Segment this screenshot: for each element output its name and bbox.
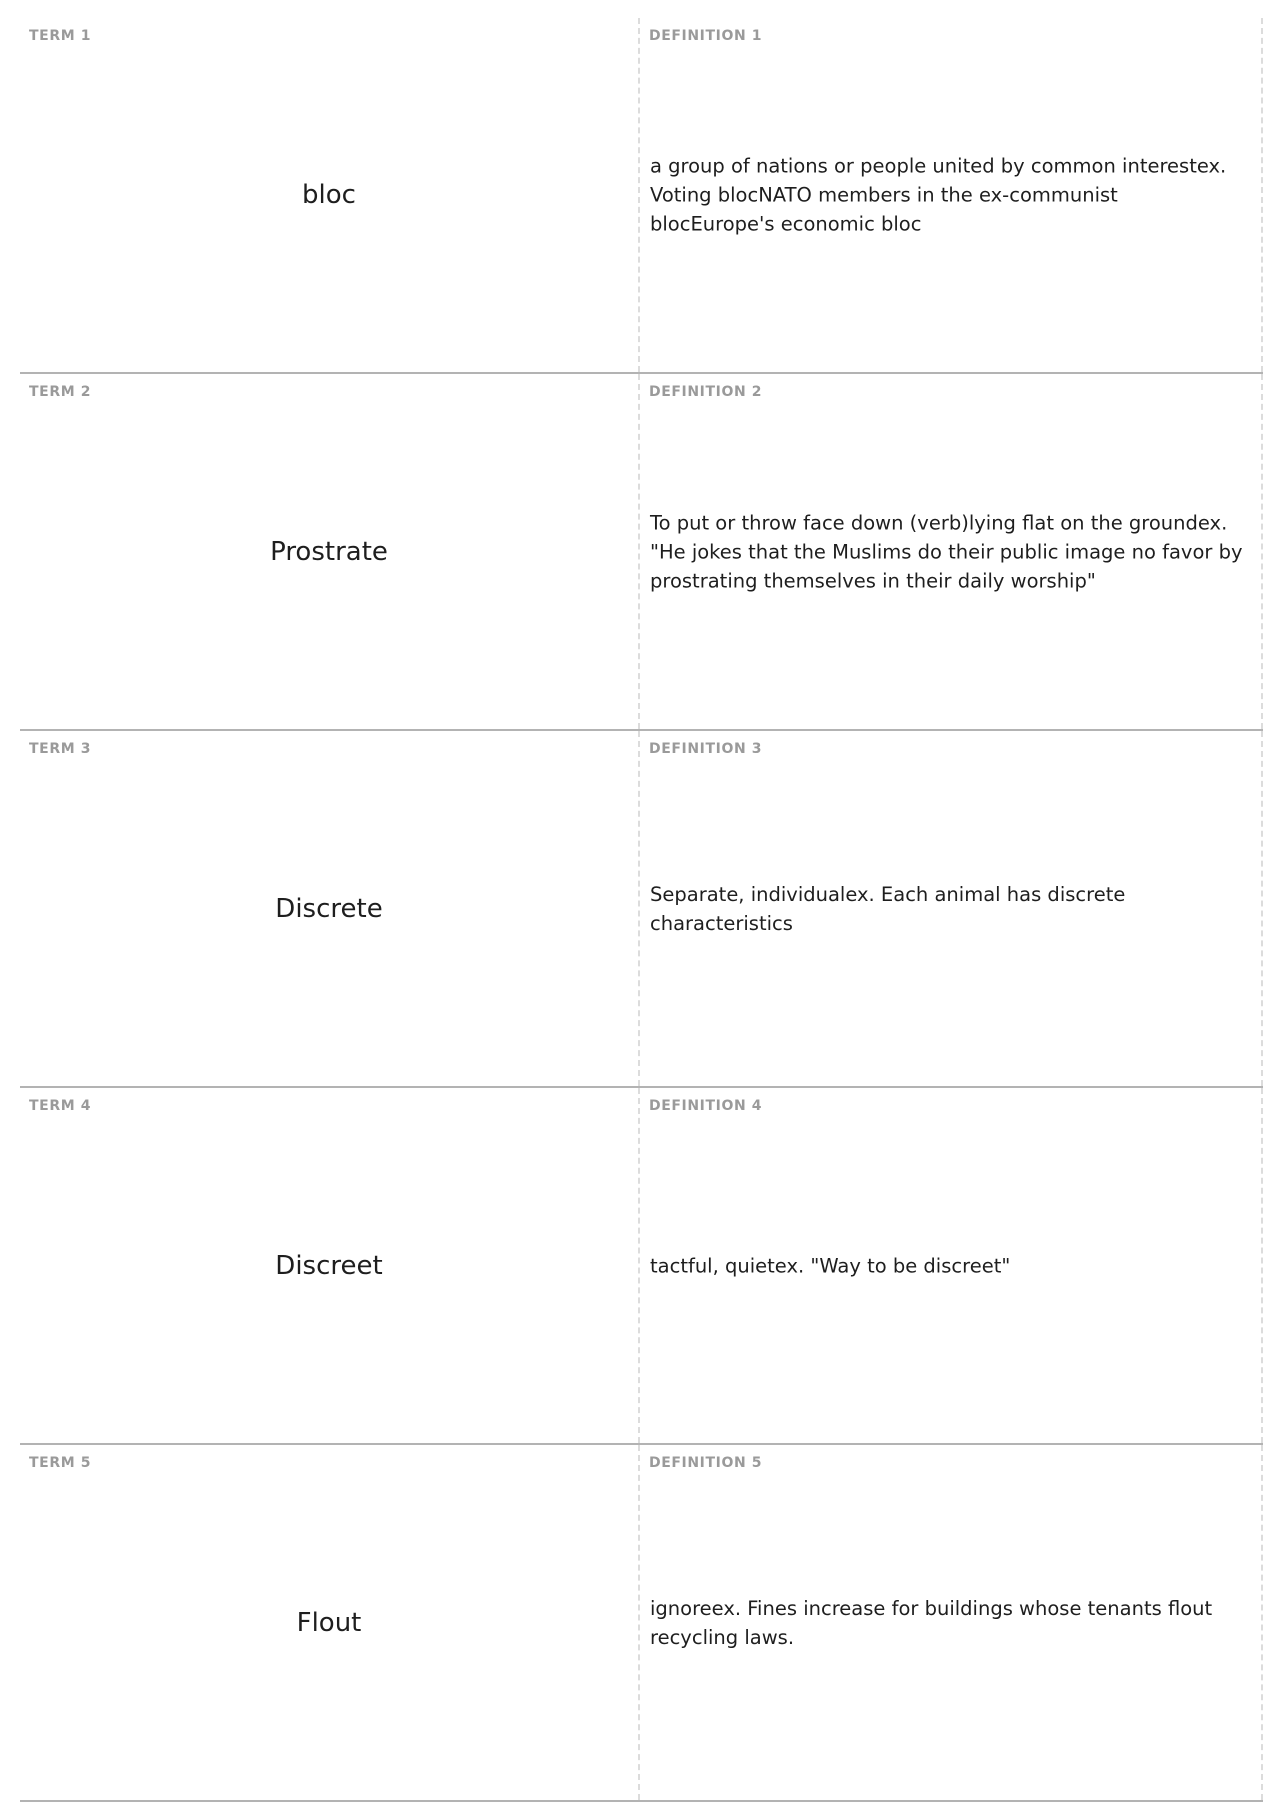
definition-label: DEFINITION 3 — [649, 741, 763, 757]
term-label: TERM 2 — [29, 384, 92, 400]
term-text: Prostrate — [270, 536, 388, 567]
definition-cell-4 — [640, 1088, 1263, 1443]
definition-cell-1 — [640, 18, 1263, 372]
term-label: TERM 5 — [29, 1455, 92, 1471]
flashcard-sheet — [20, 18, 1263, 1802]
term-text: bloc — [302, 180, 356, 210]
definition-text: Separate, individualex. Each animal has discrete characteristics — [650, 882, 1126, 935]
definition-cell-5 — [640, 1445, 1263, 1800]
definition-cell-2 — [640, 374, 1263, 729]
definition-label: DEFINITION 1 — [649, 28, 763, 44]
definition-text: To put or throw face down (verb)lying flat on the groundex. "He jokes that the Muslims do their public image no favor by prostrating themselves in their daily worship" — [650, 511, 1243, 592]
term-label: TERM 1 — [29, 28, 92, 44]
term-cell-1 — [20, 18, 640, 372]
definition-label: DEFINITION 4 — [649, 1098, 763, 1114]
term-cell-2 — [20, 374, 640, 729]
term-cell-4 — [20, 1088, 640, 1443]
term-text: Flout — [296, 1607, 362, 1638]
flashcard-row-3 — [20, 731, 1263, 1088]
term-label: TERM 4 — [29, 1098, 92, 1114]
term-label: TERM 3 — [29, 741, 92, 757]
definition-text: tactful, quietex. "Way to be discreet" — [650, 1254, 1011, 1277]
flashcard-row-1 — [20, 18, 1263, 374]
flashcard-row-5 — [20, 1445, 1263, 1802]
term-cell-3 — [20, 731, 640, 1086]
definition-cell-3 — [640, 731, 1263, 1086]
flashcard-row-4 — [20, 1088, 1263, 1445]
flashcard-row-2 — [20, 374, 1263, 731]
term-text: Discrete — [275, 893, 383, 924]
definition-label: DEFINITION 5 — [649, 1455, 763, 1471]
definition-text: ignoreex. Fines increase for buildings whose tenants flout recycling laws. — [650, 1596, 1213, 1649]
term-cell-5 — [20, 1445, 640, 1800]
term-text: Discreet — [275, 1250, 383, 1281]
definition-text: a group of nations or people united by common interestex. Voting blocNATO members in the ex-communist blocEurope's economic bloc — [650, 154, 1227, 236]
definition-label: DEFINITION 2 — [649, 384, 763, 400]
